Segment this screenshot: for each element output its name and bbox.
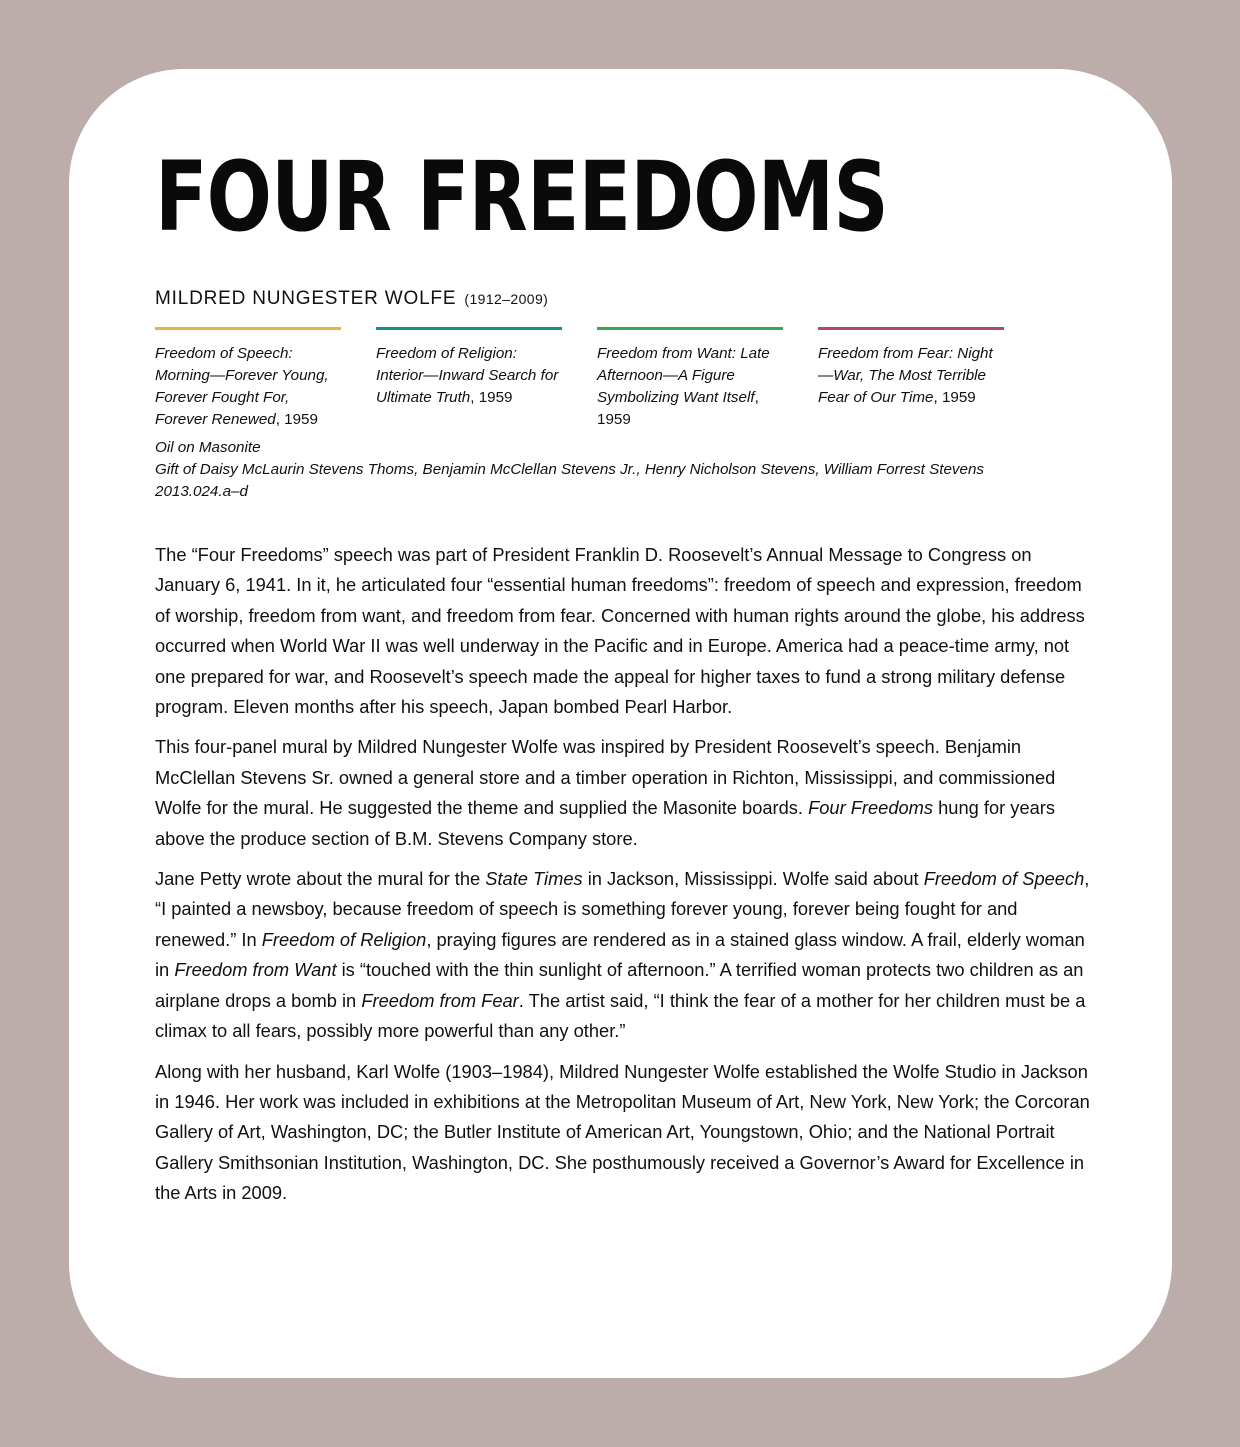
artist-dates: (1912–2009): [464, 291, 549, 307]
panel-title: Freedom from Want: Late Afternoon—A Figure Symbolizing Want Itself, 1959: [597, 345, 770, 428]
page-title: FOUR FREEDOMS: [155, 141, 888, 253]
panel-color-rule: [155, 327, 341, 330]
paragraph-3: Jane Petty wrote about the mural for the State Times in Jackson, Mississippi. Wolfe said about Freedom of Speech, “I painted a newsboy, because freedom of speech is something forever young, forever being fought for and renewed.” In Freedom of Religion, praying figures are rendered as in a stained glass window. A frail, elderly woman in Freedom from Want is “touched with the thin sunlight of afternoon.” A terrified woman protects two children as an airplane drops a bomb in Freedom from Fear. The artist said, “I think the fear of a mother for her children must be a climax to all fears, possibly more powerful than any other.”: [155, 868, 1090, 1042]
body-text: [155, 540, 1090, 1209]
panel-year: , 1959: [933, 389, 976, 406]
panel-title: Freedom from Fear: Night—War, The Most Terrible Fear of Our Time, 1959: [818, 345, 993, 406]
panel-list: [155, 327, 1090, 431]
panel-want: [597, 327, 783, 431]
panel-fear: [818, 327, 1004, 431]
panel-year: , 1959: [275, 411, 318, 428]
paragraph-4: Along with her husband, Karl Wolfe (1903–1984), Mildred Nungester Wolfe established the Wolfe Studio in Jackson in 1946. Her work was included in exhibitions at the Metropolitan Museum of Art, New York, New York; the Corcoran Gallery of Art, Washington, DC; the Butler Institute of American Art, Youngstown, Ohio; and the National Portrait Gallery Smithsonian Institution, Washington, DC. She posthumously received a Governor’s Award for Excellence in the Arts in 2009.: [155, 1060, 1090, 1204]
panel-speech: [155, 327, 341, 431]
artist-line: [155, 287, 1090, 311]
artist-name: MILDRED NUNGESTER WOLFE: [155, 288, 457, 309]
panel-color-rule: [597, 327, 783, 330]
panel-year: , 1959: [597, 389, 759, 428]
panel-religion: [376, 327, 562, 431]
paragraph-1: The “Four Freedoms” speech was part of President Franklin D. Roosevelt’s Annual Message to Congress on January 6, 1941. In it, he articulated four “essential human freedoms”: freedom of speech and expression, freedom of worship, freedom from want, and freedom from fear. Concerned with human rights around the globe, his address occurred when World War II was well underway in the Pacific and in Europe. America had a peace-time army, not one prepared for war, and Roosevelt’s speech made the appeal for higher taxes to fund a strong military defense program. Eleven months after his speech, Japan bombed Pearl Harbor.: [155, 544, 1085, 718]
credit-block: [155, 437, 1090, 503]
panel-color-rule: [818, 327, 1004, 330]
accession-number: 2013.024.a–d: [155, 483, 248, 500]
label-card: [69, 69, 1172, 1378]
panel-title: Freedom of Religion: Interior—Inward Search for Ultimate Truth, 1959: [376, 345, 559, 406]
gift-line: Gift of Daisy McLaurin Stevens Thoms, Benjamin McClellan Stevens Jr., Henry Nicholson Stevens, William Forrest Stevens: [155, 461, 985, 478]
panel-title: Freedom of Speech: Morning—Forever Young, Forever Fought For, Forever Renewed, 1959: [155, 345, 329, 428]
panel-year: , 1959: [470, 389, 513, 406]
paragraph-2: This four-panel mural by Mildred Nungester Wolfe was inspired by President Roosevelt’s speech. Benjamin McClellan Stevens Sr. owned a general store and a timber operation in Richton, Mississippi, and commissioned Wolfe for the mural. He suggested the theme and supplied the Masonite boards. Four Freedoms hung for years above the produce section of B.M. Stevens Company store.: [155, 736, 1056, 849]
medium-line: Oil on Masonite: [155, 439, 261, 456]
panel-color-rule: [376, 327, 562, 330]
label-content: [155, 139, 1090, 1219]
